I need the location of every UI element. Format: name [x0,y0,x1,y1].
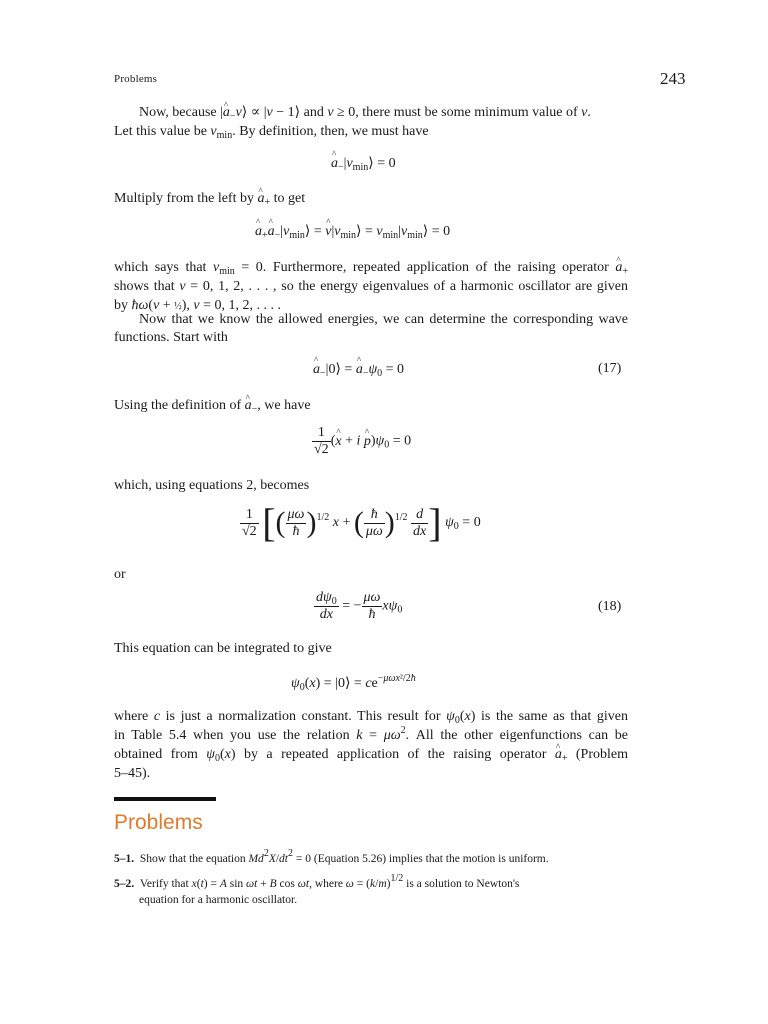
equation-18: $\frac{d\psi_0}{dx}$ = − $\frac{\mu\omega}{ħ}$ $x\psi_0$ [316,590,403,622]
running-head: Problems [114,73,158,85]
equation-17-number: (17) [598,361,622,376]
equation-a-minus-vmin: ^ $a_-|v_{min}⟩ = 0$ [331,155,396,172]
paragraph-3-line-2: shows that v = 0, 1, 2, . . . , so the energy eigenvalues of a harmonic oscillator are given [114,279,628,294]
paragraph-5: Using the definition of ^ $a_-$, we have [114,396,311,415]
problem-number: 5–1. [114,853,135,865]
section-heading: Problems [114,811,203,834]
paragraph-9-line-4: 5–45). [114,766,151,781]
page-number: 243 [660,69,686,88]
equation-differential-operator: $\frac{1}{√2}$ [( $\frac{\mu\omega}{ħ}$ )$^{1/2}$ x + ( $\frac{ħ}{\mu\omega}$ )$^{1/2}$ $\frac{d}{dx}$ ] $\psi_0 = 0$ [242,500,481,545]
paragraph-9-line-1: where c is just a normalization constant. This result for $\psi_0(x)$ is the same as that given [114,709,628,726]
paragraph-6: which, using equations 2, becomes [114,478,310,493]
problem-number: 5–2. [114,878,135,890]
problem-5-1: 5–1. Show that the equation $Md^2X/dt^2 = 0$ (Equation 5.26) implies that the motion is uniform. [114,848,549,865]
paragraph-3-line-3: by ħω(v + ½), v = 0, 1, 2, . . . . [114,298,281,313]
equation-ground-state: $\psi_0(x)$ = |0⟩ = $ce^{-\mu\omega x^2/2ħ}$ [291,673,416,693]
problem-5-2-line-2: equation for a harmonic oscillator. [139,894,298,906]
paragraph-1-line-2: Let this value be $v_{min}$. By definition, then, we must have [114,124,429,141]
paragraph-4-line-2: functions. Start with [114,330,228,345]
equation-17: ^ $a_-|0⟩$ = ^ $a_-\psi_0 = 0$ [313,361,404,378]
paragraph-7: or [114,567,126,582]
equation-18-number: (18) [598,599,622,614]
equation-position-momentum: $\frac{1}{√2}$ (^ x + i ^ $p)\psi_0 = 0$ [312,425,411,458]
paragraph-2: Multiply from the left by ^ $a_+$ to get [114,189,305,208]
paragraph-9-line-2: in Table 5.4 when you use the relation $k = \mu\omega^2$. All the other eigenfunctions can be [114,725,628,743]
paragraph-9-line-3: obtained from $\psi_0(x)$ by a repeated application of the raising operator ^ $a_+$ (Problem [114,745,628,764]
paragraph-3-line-1: which says that $v_{min} = 0$. Furthermore, repeated application of the raising operator ^ $a_+$ [114,258,628,277]
equation-raising-lowering: ^ $a_+\^{}$ $a_-|v_{min}⟩$ = ^ $v|v_{min}⟩$ = $v_{min}|v_{min}⟩ = 0$ [255,223,450,240]
problem-5-2: 5–2. Verify that x(t) = A sin ωt + B cos ωt, where $\omega = (k/m)^{1/2}$ is a solution to Newton's [114,873,520,890]
paragraph-1-line-1: Now, because |^ $a_-v⟩ \propto |v$ − 1⟩ and v ≥ 0, there must be some minimum value of v. [139,103,591,122]
section-rule [114,797,216,801]
paragraph-8: This equation can be integrated to give [114,641,332,656]
paragraph-4-line-1: Now that we know the allowed energies, we can determine the corresponding wave [139,312,628,327]
